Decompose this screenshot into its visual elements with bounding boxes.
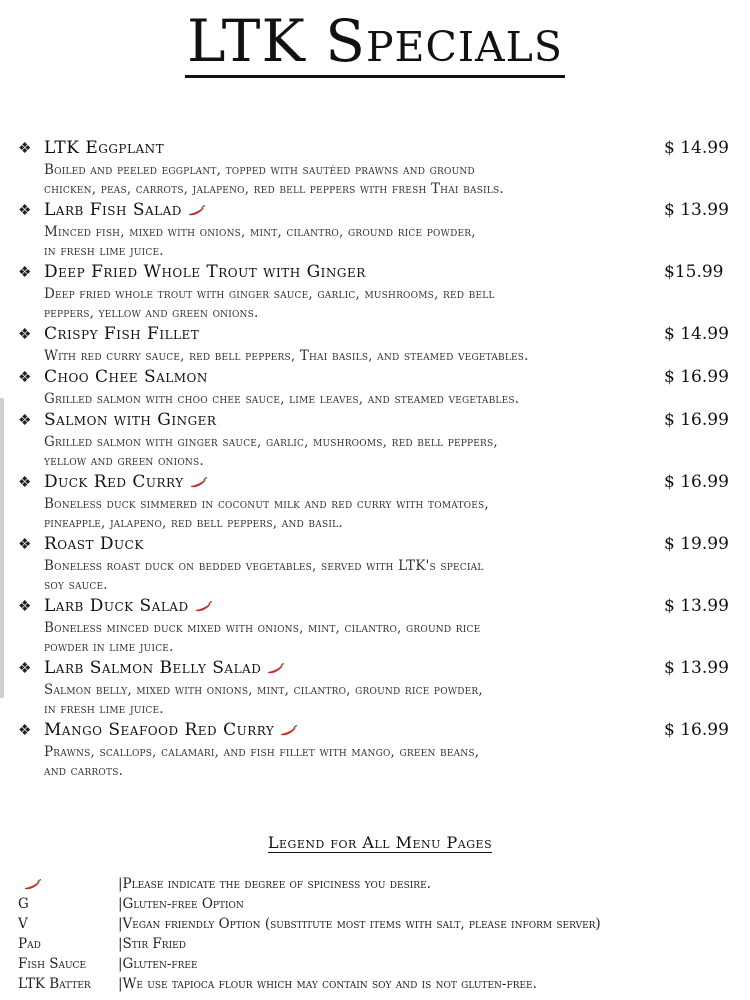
item-name: Larb Salmon Belly Salad	[44, 657, 285, 679]
item-name: Crispy Fish Fillet	[44, 324, 200, 344]
item-price: $ 13.99	[664, 200, 729, 220]
bullet-icon: ❖	[18, 473, 32, 491]
item-description	[44, 619, 644, 657]
item-description-line: Boneless roast duck on bedded vegetables, served with LTK's special	[44, 558, 484, 574]
legend-row	[18, 914, 748, 934]
item-description-line: Salmon belly, mixed with onions, mint, cilantro, ground rice powder,	[44, 682, 483, 698]
item-name: Choo Chee Salmon	[44, 367, 208, 387]
item-price: $ 16.99	[664, 720, 729, 740]
menu-item	[18, 409, 738, 471]
page-title: LTK Specials	[0, 6, 750, 76]
item-price: $ 16.99	[664, 367, 729, 387]
legend-value: |Gluten-free Option	[118, 896, 244, 912]
page-edge-tab	[0, 398, 4, 698]
item-description-line: Boneless minced duck mixed with onions, mint, cilantro, ground rice	[44, 620, 481, 636]
item-price: $ 14.99	[664, 138, 729, 158]
item-price: $ 14.99	[664, 324, 729, 344]
legend-key: LTK Batter	[18, 976, 91, 992]
item-description-line: pineapple, jalapeno, red bell peppers, and basil.	[44, 515, 343, 531]
legend-list	[18, 874, 748, 994]
legend-row	[18, 974, 748, 994]
item-description-line: yellow and green onions.	[44, 453, 204, 469]
item-description	[44, 557, 644, 595]
menu-item	[18, 657, 738, 719]
item-name: Mango Seafood Red Curry	[44, 719, 298, 741]
menu-item	[18, 199, 738, 261]
item-description-line: in fresh lime juice.	[44, 701, 164, 717]
bullet-icon: ❖	[18, 411, 32, 429]
bullet-icon: ❖	[18, 597, 32, 615]
bullet-icon: ❖	[18, 325, 32, 343]
legend-title: Legend for All Menu Pages	[267, 833, 493, 852]
legend-key: Fish Sauce	[18, 956, 87, 972]
item-description	[44, 433, 644, 471]
item-description-line: powder in lime juice.	[44, 639, 174, 655]
bullet-icon: ❖	[18, 201, 32, 219]
item-price: $ 13.99	[664, 658, 729, 678]
item-name: Larb Fish Salad	[44, 199, 206, 221]
item-description-line: Boneless duck simmered in coconut milk and red curry with tomatoes,	[44, 496, 489, 512]
menu-item	[18, 471, 738, 533]
bullet-icon: ❖	[18, 721, 32, 739]
menu-item	[18, 719, 738, 781]
legend-value: |Stir Fried	[118, 936, 186, 952]
menu-list	[18, 137, 738, 781]
bullet-icon: ❖	[18, 263, 32, 281]
bullet-icon: ❖	[18, 139, 32, 157]
item-description	[44, 161, 644, 199]
menu-item	[18, 533, 738, 595]
legend-row	[18, 934, 748, 954]
item-description-line: Minced fish, mixed with onions, mint, cilantro, ground rice powder,	[44, 224, 476, 240]
legend-row	[18, 954, 748, 974]
item-description-line: Grilled salmon with ginger sauce, garlic, mushrooms, red bell peppers,	[44, 434, 498, 450]
item-name: Deep Fried Whole Trout with Ginger	[44, 262, 366, 282]
item-description	[44, 390, 644, 409]
item-price: $ 16.99	[664, 410, 729, 430]
legend-value: |We use tapioca flour which may contain soy and is not gluten-free.	[118, 976, 537, 992]
item-description	[44, 743, 644, 781]
chili-pepper-icon	[24, 879, 42, 891]
item-description	[44, 681, 644, 719]
item-description-line: Deep fried whole trout with ginger sauce, garlic, mushrooms, red bell	[44, 286, 495, 302]
legend-key	[18, 874, 42, 894]
item-description-line: Grilled salmon with choo chee sauce, lime leaves, and steamed vegetables.	[44, 391, 520, 407]
item-price: $ 13.99	[664, 596, 729, 616]
item-description	[44, 285, 644, 323]
item-name: Salmon with Ginger	[44, 410, 217, 430]
item-description-line: chicken, peas, carrots, jalapeno, red bell peppers with fresh Thai basils.	[44, 181, 504, 197]
item-description-line: and carrots.	[44, 763, 124, 779]
bullet-icon: ❖	[18, 368, 32, 386]
item-name: Roast Duck	[44, 534, 144, 554]
menu-item	[18, 366, 738, 409]
item-description-line: Boiled and peeled eggplant, topped with sautéed prawns and ground	[44, 162, 475, 178]
item-name: Duck Red Curry	[44, 471, 208, 493]
item-description-line: peppers, yellow and green onions.	[44, 305, 259, 321]
chili-pepper-icon	[190, 477, 208, 489]
legend-key: V	[18, 916, 28, 932]
item-description	[44, 347, 644, 366]
legend-row	[18, 874, 748, 894]
legend-value: |Gluten-free	[118, 956, 198, 972]
item-description-line: With red curry sauce, red bell peppers, Thai basils, and steamed vegetables.	[44, 348, 529, 364]
item-description-line: soy sauce.	[44, 577, 108, 593]
menu-item	[18, 261, 738, 323]
item-description-line: Prawns, scallops, calamari, and fish fillet with mango, green beans,	[44, 744, 480, 760]
menu-item	[18, 137, 738, 199]
legend-key: Pad	[18, 936, 41, 952]
bullet-icon: ❖	[18, 659, 32, 677]
legend-key: G	[18, 896, 29, 912]
item-price: $ 16.99	[664, 472, 729, 492]
item-description	[44, 223, 644, 261]
item-price: $15.99	[664, 262, 724, 282]
menu-item	[18, 595, 738, 657]
legend-value: |Please indicate the degree of spiciness you desire.	[118, 876, 431, 892]
item-name: Larb Duck Salad	[44, 595, 213, 617]
legend-row	[18, 894, 748, 914]
chili-pepper-icon	[195, 601, 213, 613]
chili-pepper-icon	[280, 725, 298, 737]
chili-pepper-icon	[267, 663, 285, 675]
chili-pepper-icon	[188, 205, 206, 217]
legend-value: |Vegan friendly Option (substitute most items with salt, please inform server)	[118, 916, 601, 932]
item-name: LTK Eggplant	[44, 138, 165, 158]
item-description	[44, 495, 644, 533]
bullet-icon: ❖	[18, 535, 32, 553]
menu-item	[18, 323, 738, 366]
item-price: $ 19.99	[664, 534, 729, 554]
item-description-line: in fresh lime juice.	[44, 243, 164, 259]
